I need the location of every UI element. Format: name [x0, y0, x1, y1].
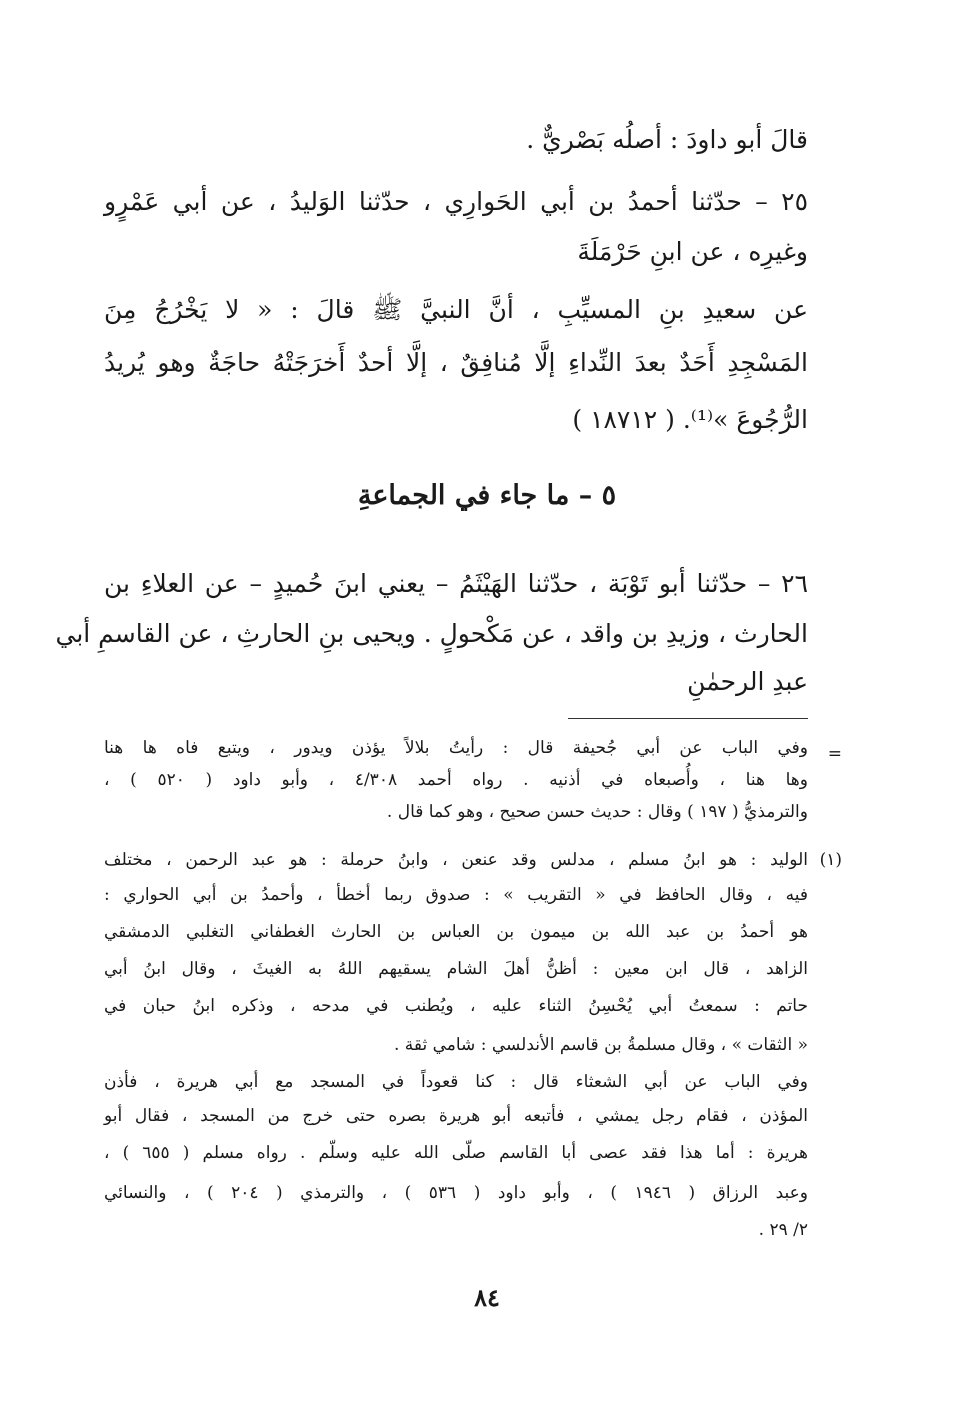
footnote-line: وها هنا ، وأُصبعاه في أذنيه . رواه أحمد ٤/٣٠٨ ، وأبو داود ( ٥٢٠ ) ،: [104, 770, 808, 790]
hadith-25-line: ٢٥ – حدّثنا أحمدُ بن أبي الحَوارِي ، حدّثنا الوَليدُ ، عن أبي عَمْرٍو: [104, 187, 808, 216]
footnote-separator: [568, 718, 808, 719]
footnote-line: وفي الباب عن أبي جُحيفة قال : رأيتُ بلالاً يؤذن ويدور ، ويتبع فاه ها هنا: [104, 738, 808, 758]
text-line: الرُّجُوعَ »⁽¹⁾. ( ١٨٧١٢ ): [572, 405, 808, 434]
text-line: قالَ أبو داودَ : أصلُه بَصْريٌّ .: [526, 125, 808, 154]
footnote-line: فيه ، وقال الحافظ في « التقريب » : صدوق ربما أخطأ ، وأحمدُ بن أبي الحواري :: [104, 885, 808, 905]
footnote-line: المؤذن ، فقام رجل يمشي ، فأتبعه أبو هريرة بصره حتى خرج من المسجد ، فقال أبو: [104, 1106, 808, 1126]
footnote-line: الوليد : هو ابنُ مسلم ، مدلس وقد عنعن ، وابنُ حرملة : هو عبد الرحمن ، مختلف: [104, 850, 808, 870]
page-number: ٨٤: [474, 1283, 500, 1312]
footnote-line: ٢/ ٢٩ .: [758, 1220, 808, 1240]
section-heading: ٥ – ما جاء في الجماعةِ: [357, 480, 617, 511]
text-line: عن سعيدِ بنِ المسيِّبِ ، أنَّ النبيَّ ﷺ قالَ : « لا يَخْرُجُ مِنَ: [104, 295, 808, 324]
footnote-1-marker: (١): [819, 850, 842, 870]
hadith-26-line: ٢٦ – حدّثنا أبو تَوْبَة ، حدّثنا الهَيْثَمُ – يعني ابنَ حُميدٍ – عن العلاءِ بن: [104, 569, 808, 598]
text-line: وغيرِه ، عن ابنِ حَرْمَلَةَ: [577, 237, 808, 266]
footnote-line: وفي الباب عن أبي الشعثاء قال : كنا قعوداً في المسجد مع أبي هريرة ، فأذن: [104, 1072, 808, 1092]
text-line: المَسْجِدِ أَحَدٌ بعدَ النِّداءِ إلَّا مُنافِقٌ ، إلَّا أحدٌ أَخرَجَتْهُ حاجَةٌ وهو يُريدُ: [104, 348, 808, 377]
footnote-line: وعبد الرزاق ( ١٩٤٦ ) ، وأبو داود ( ٥٣٦ ) ، والترمذي ( ٢٠٤ ) ، والنسائي: [104, 1183, 808, 1203]
footnote-line: « الثقات » ، وقال مسلمةُ بن قاسم الأندلسي : شامي ثقة .: [393, 1035, 808, 1055]
text-line: عبدِ الرحمٰنِ: [687, 667, 808, 696]
footnote-line: هريرة : أما هذا فقد عصى أبا القاسم صلّى الله عليه وسلّم . رواه مسلم ( ٦٥٥ ) ،: [104, 1143, 808, 1163]
footnote-line: هو أحمدُ بن عبد الله بن ميمون بن العباس بن الحارث الغطفاني التغلبي الدمشقي: [104, 922, 808, 942]
continuation-marker: =: [827, 744, 842, 764]
footnote-line: حاتم : سمعتُ أبي يُحْسِنُ الثناء عليه ، ويُطنب في مدحه ، وذكره ابنُ حبان في: [104, 996, 808, 1016]
text-line: الحارث ، وزيدِ بن واقد ، عن مَكْحولٍ . ويحيى بنِ الحارثِ ، عن القاسمِ أبي: [55, 619, 808, 648]
footnote-line: والترمذيُّ ( ١٩٧ ) وقال : حديث حسن صحيح ، وهو كما قال .: [386, 802, 808, 822]
footnote-line: الزاهد ، قال ابن معين : أظنُّ أهلَ الشام يسقيهم اللهُ به الغيثَ ، وقال ابنُ أبي: [104, 959, 808, 979]
